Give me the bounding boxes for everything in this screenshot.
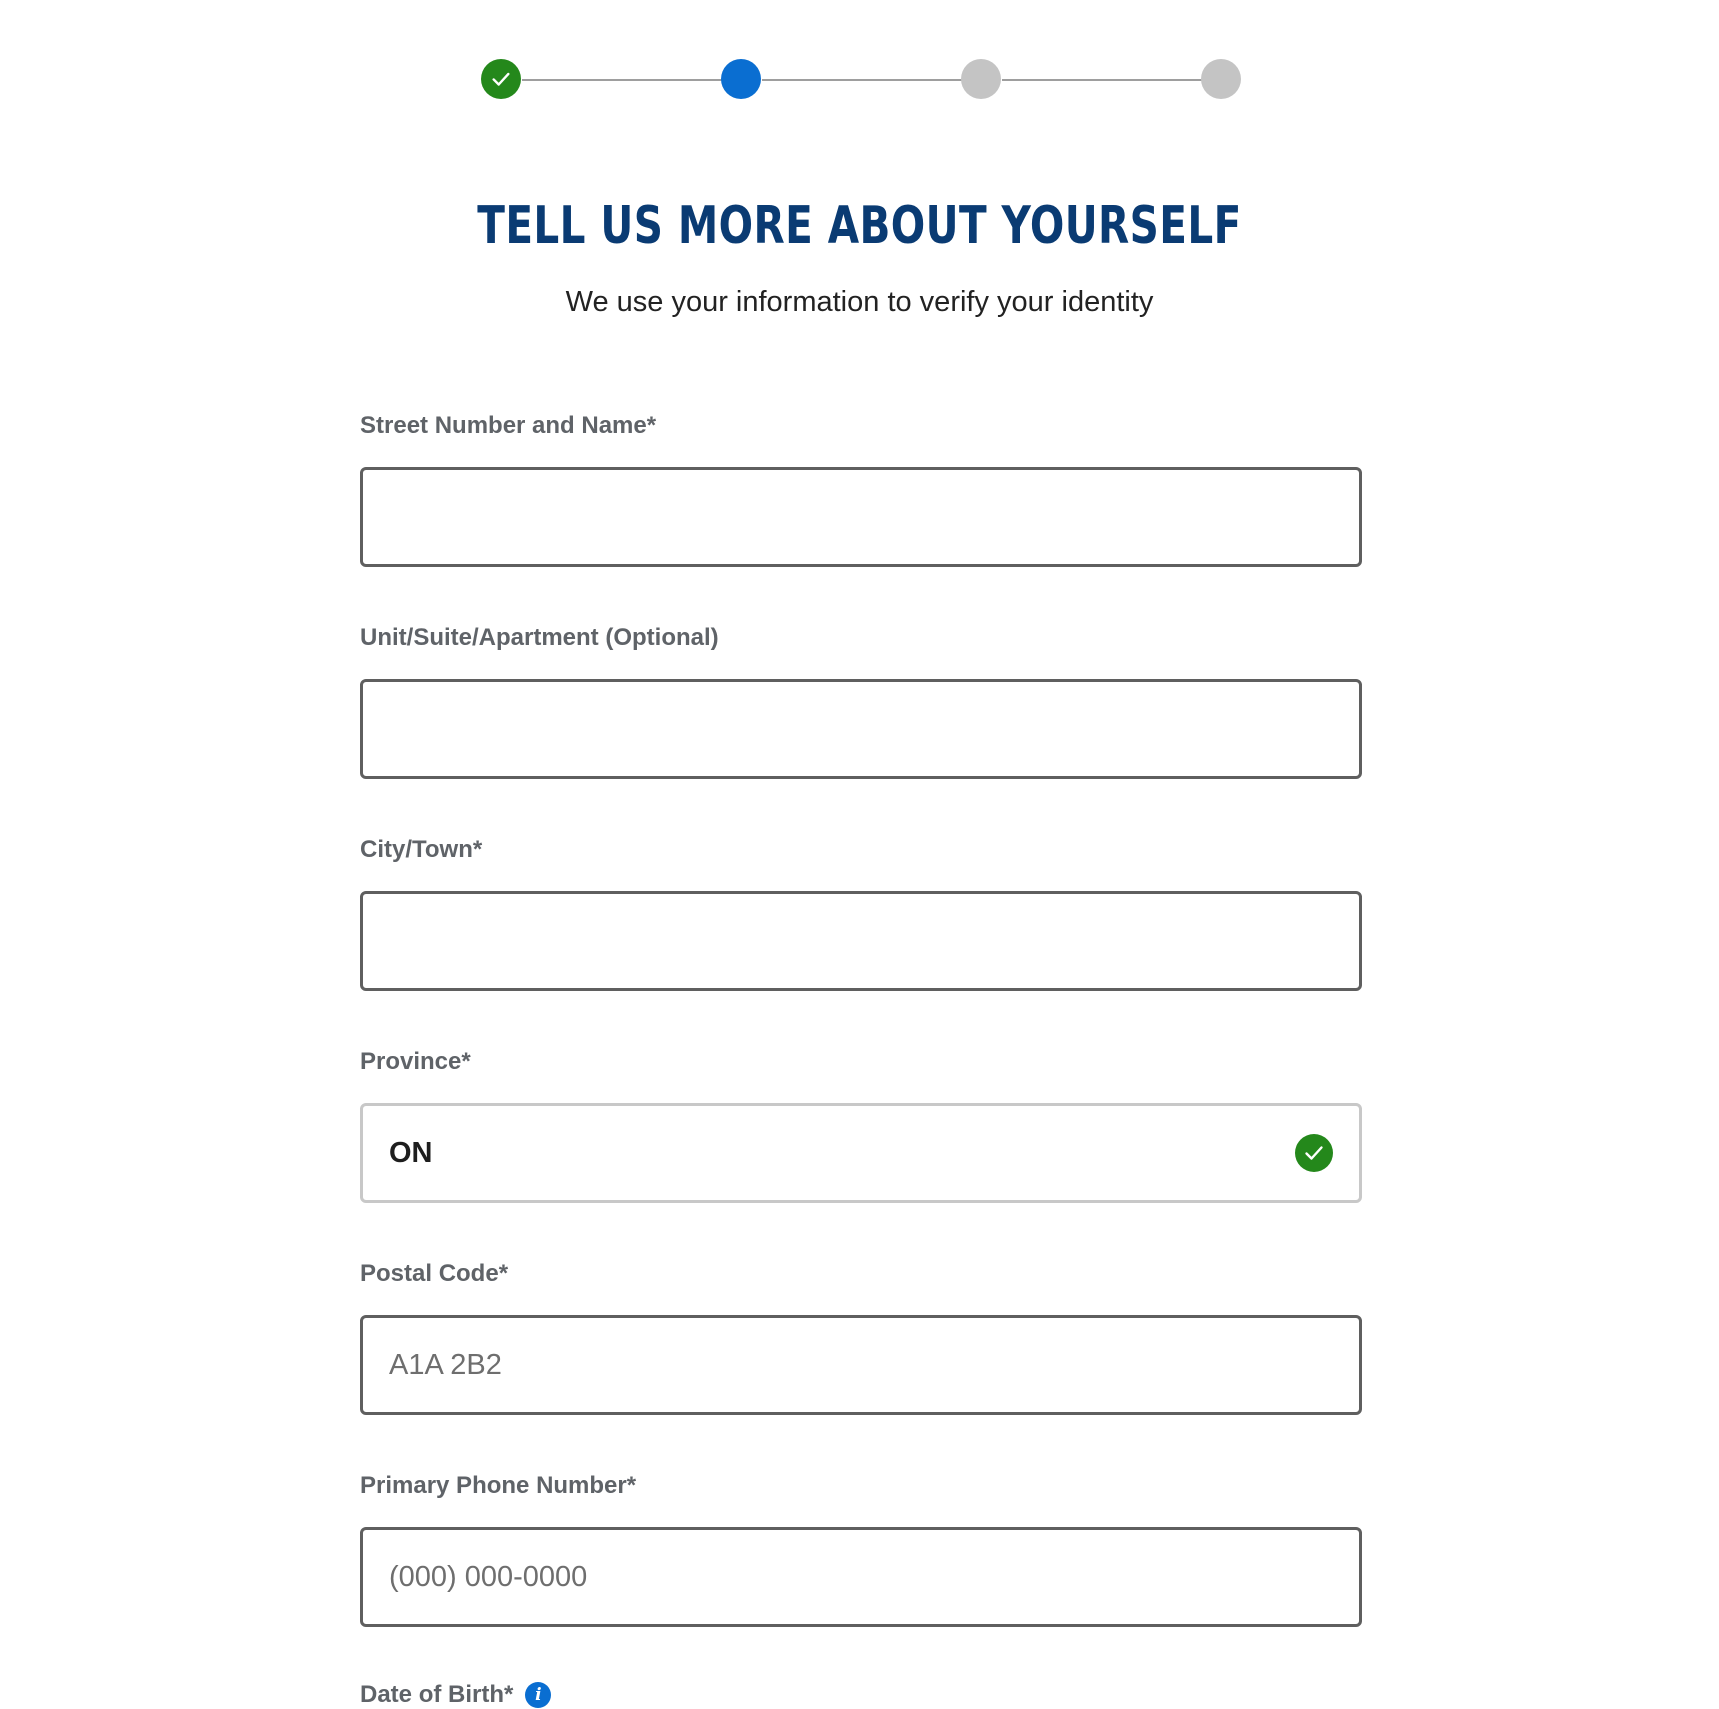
unit-input[interactable] bbox=[389, 713, 1333, 746]
unit-label bbox=[360, 624, 719, 652]
city-label bbox=[360, 836, 482, 864]
street-field[interactable] bbox=[360, 467, 1362, 567]
page-title: TELL US MORE ABOUT YOURSELF bbox=[477, 196, 1242, 256]
phone-label bbox=[360, 1472, 636, 1500]
progress-stepper bbox=[0, 0, 1719, 160]
city-label-text: City/Town* bbox=[360, 836, 483, 863]
province-label-text: Province* bbox=[360, 1048, 471, 1075]
dob-label-text: Date of Birth* bbox=[360, 1681, 514, 1708]
province-label bbox=[360, 1048, 471, 1076]
postal-label-text: Postal Code* bbox=[360, 1260, 509, 1287]
unit-label-text: Unit/Suite/Apartment (Optional) bbox=[360, 624, 719, 651]
info-icon[interactable]: i bbox=[525, 1682, 551, 1708]
postal-label bbox=[360, 1260, 508, 1288]
street-label-text: Street Number and Name* bbox=[360, 412, 657, 439]
street-label bbox=[360, 412, 656, 440]
phone-input[interactable] bbox=[389, 1561, 1333, 1594]
province-value: ON bbox=[389, 1136, 433, 1169]
page-subtitle: We use your information to verify your identity bbox=[565, 286, 1154, 318]
stepper-connector bbox=[1002, 79, 1202, 81]
unit-field[interactable] bbox=[360, 679, 1362, 779]
postal-code-input[interactable] bbox=[389, 1349, 1333, 1382]
phone-label-text: Primary Phone Number* bbox=[360, 1472, 637, 1499]
city-input[interactable] bbox=[389, 925, 1333, 958]
dob-label bbox=[360, 1681, 551, 1709]
step-1-complete bbox=[481, 59, 521, 99]
city-field[interactable] bbox=[360, 891, 1362, 991]
check-icon bbox=[490, 68, 512, 90]
check-circle-icon bbox=[1295, 1134, 1333, 1172]
street-input[interactable] bbox=[389, 501, 1333, 534]
step-3-pending bbox=[961, 59, 1001, 99]
step-4-pending bbox=[1201, 59, 1241, 99]
postal-field[interactable] bbox=[360, 1315, 1362, 1415]
phone-field[interactable] bbox=[360, 1527, 1362, 1627]
province-select[interactable] bbox=[360, 1103, 1362, 1203]
step-2-active bbox=[721, 59, 761, 99]
stepper-connector bbox=[762, 79, 962, 81]
stepper-connector bbox=[522, 79, 722, 81]
